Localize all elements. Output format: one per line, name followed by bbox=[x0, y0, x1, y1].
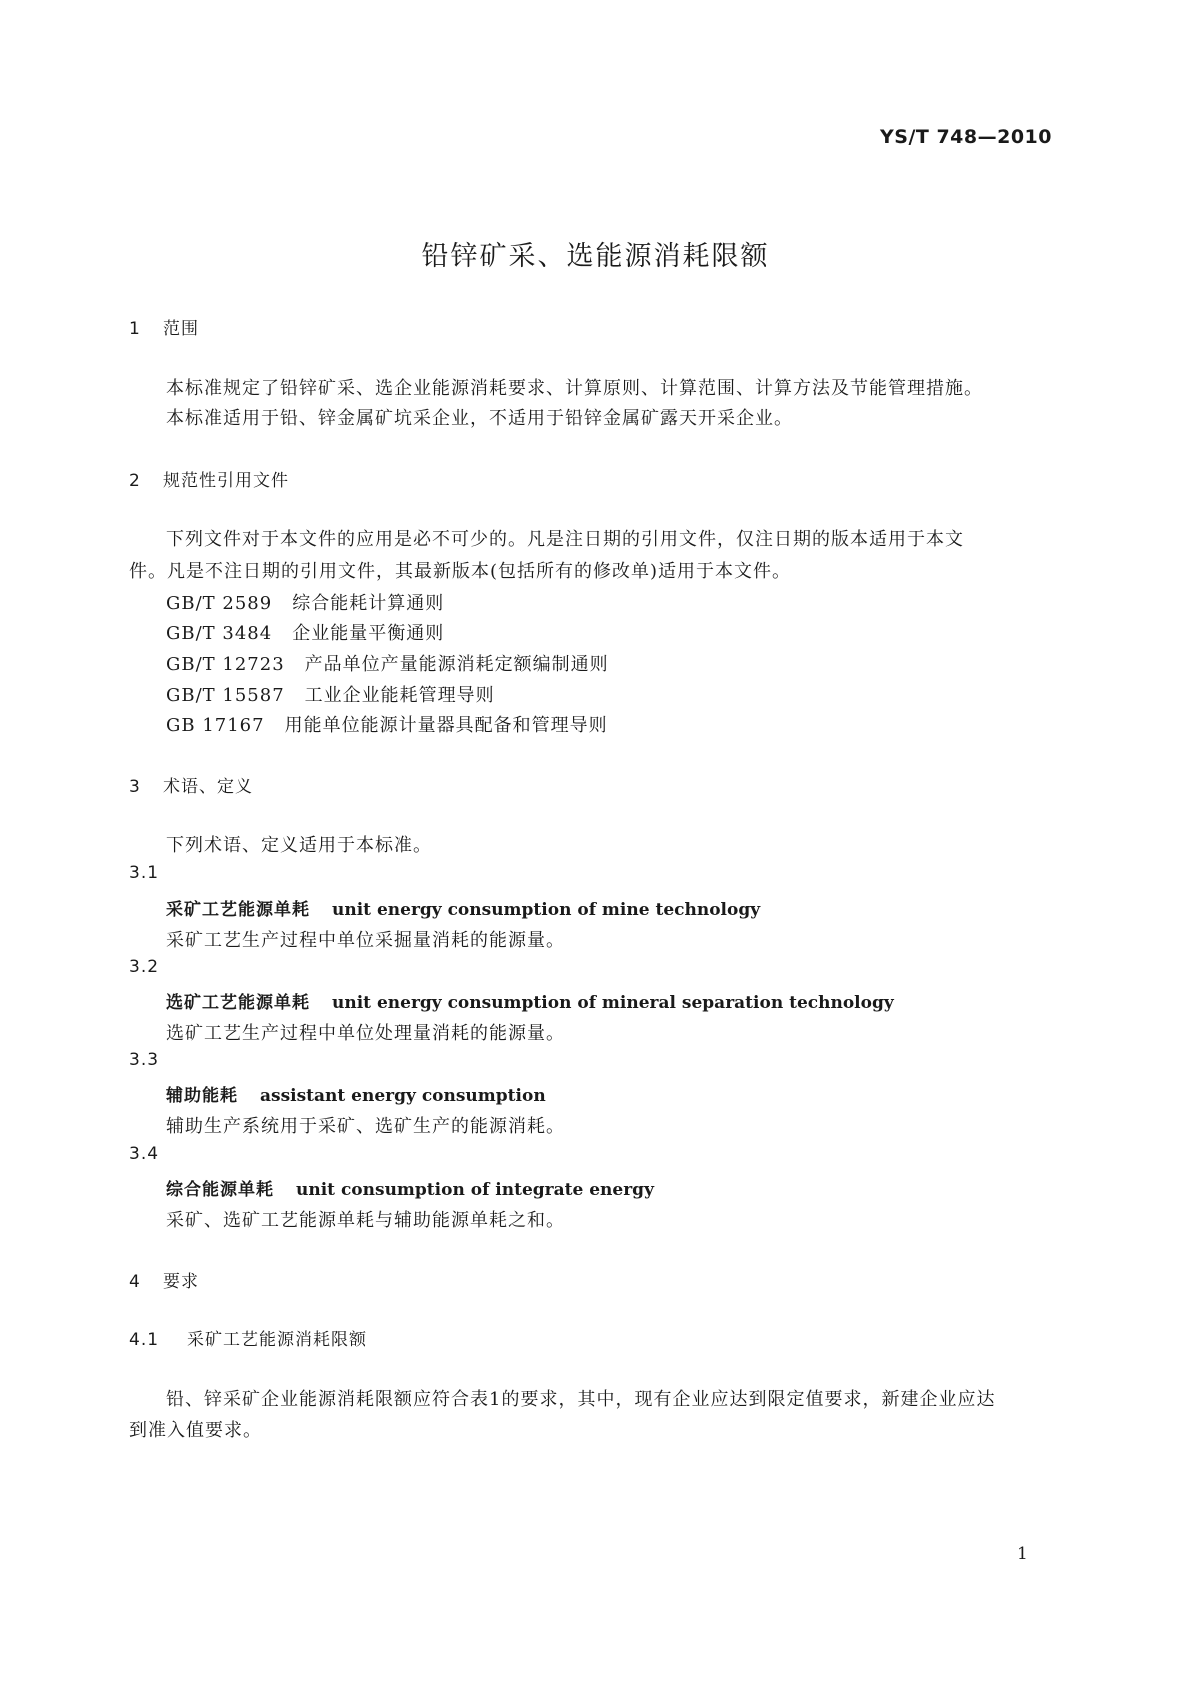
reference-title: 用能单位能源计量器具配备和管理导则 bbox=[284, 715, 608, 736]
term-zh: 综合能源单耗 bbox=[166, 1180, 274, 1200]
reference-item bbox=[166, 681, 495, 707]
section-1-heading bbox=[129, 314, 199, 339]
reference-title: 工业企业能耗管理导则 bbox=[304, 685, 495, 706]
term-zh: 采矿工艺能源单耗 bbox=[166, 900, 310, 920]
reference-title: 产品单位产量能源消耗定额编制通则 bbox=[304, 654, 609, 675]
term-zh: 辅助能耗 bbox=[166, 1086, 238, 1106]
section-number: 3 bbox=[129, 777, 141, 797]
clause-number: 3.1 bbox=[129, 863, 160, 883]
section-2-heading bbox=[129, 466, 289, 491]
term-zh: 选矿工艺能源单耗 bbox=[166, 993, 310, 1013]
term-en: assistant energy consumption bbox=[260, 1086, 546, 1106]
reference-code: GB/T 15587 bbox=[166, 685, 285, 706]
term-en: unit energy consumption of mineral separation technology bbox=[332, 993, 894, 1013]
page-number: 1 bbox=[1017, 1544, 1028, 1564]
paragraph: 下列术语、定义适用于本标准。 bbox=[166, 835, 432, 856]
subsection-title: 采矿工艺能源消耗限额 bbox=[187, 1330, 367, 1350]
reference-item bbox=[166, 650, 609, 676]
clause-number: 3.3 bbox=[129, 1050, 160, 1070]
section-number: 2 bbox=[129, 471, 141, 491]
paragraph: 铅、锌采矿企业能源消耗限额应符合表1的要求，其中，现有企业应达到限定值要求，新建企业应达 bbox=[166, 1389, 996, 1410]
clause-number: 3.4 bbox=[129, 1144, 160, 1164]
section-title: 规范性引用文件 bbox=[163, 471, 289, 491]
paragraph: 本标准适用于铅、锌金属矿坑采企业，不适用于铅锌金属矿露天开采企业。 bbox=[166, 408, 793, 429]
standard-number: YS/T 748—2010 bbox=[880, 126, 1052, 148]
section-title: 要求 bbox=[163, 1272, 199, 1292]
reference-title: 综合能耗计算通则 bbox=[292, 593, 445, 614]
section-number: 4 bbox=[129, 1272, 141, 1292]
paragraph: 下列文件对于本文件的应用是必不可少的。凡是注日期的引用文件，仅注日期的版本适用于本文 bbox=[166, 529, 964, 550]
term-definition: 采矿工艺生产过程中单位采掘量消耗的能源量。 bbox=[166, 930, 565, 951]
section-title: 范围 bbox=[163, 319, 199, 339]
term-definition: 辅助生产系统用于采矿、选矿生产的能源消耗。 bbox=[166, 1116, 565, 1137]
term-heading bbox=[166, 1175, 654, 1200]
term-definition: 采矿、选矿工艺能源单耗与辅助能源单耗之和。 bbox=[166, 1210, 565, 1231]
reference-code: GB/T 2589 bbox=[166, 593, 273, 614]
paragraph: 到准入值要求。 bbox=[129, 1420, 262, 1441]
term-definition: 选矿工艺生产过程中单位处理量消耗的能源量。 bbox=[166, 1023, 565, 1044]
reference-code: GB/T 12723 bbox=[166, 654, 285, 675]
reference-code: GB/T 3484 bbox=[166, 623, 273, 644]
term-heading bbox=[166, 1081, 546, 1106]
reference-item bbox=[166, 711, 608, 737]
reference-item bbox=[166, 589, 444, 615]
section-3-heading bbox=[129, 772, 253, 797]
term-en: unit consumption of integrate energy bbox=[296, 1180, 654, 1200]
paragraph: 件。凡是不注日期的引用文件，其最新版本(包括所有的修改单)适用于本文件。 bbox=[129, 561, 792, 582]
document-title: 铅锌矿采、选能源消耗限额 bbox=[421, 241, 770, 272]
subsection-number: 4.1 bbox=[129, 1330, 160, 1350]
reference-code: GB 17167 bbox=[166, 715, 265, 736]
subsection-4-1-heading bbox=[129, 1325, 367, 1350]
term-en: unit energy consumption of mine technology bbox=[332, 900, 761, 920]
term-heading bbox=[166, 895, 760, 920]
section-title: 术语、定义 bbox=[163, 777, 253, 797]
clause-number: 3.2 bbox=[129, 957, 160, 977]
paragraph: 本标准规定了铅锌矿采、选企业能源消耗要求、计算原则、计算范围、计算方法及节能管理措施。 bbox=[166, 378, 983, 399]
section-number: 1 bbox=[129, 319, 141, 339]
reference-title: 企业能量平衡通则 bbox=[292, 623, 445, 644]
term-heading bbox=[166, 988, 894, 1013]
section-4-heading bbox=[129, 1267, 199, 1292]
reference-item bbox=[166, 619, 444, 645]
